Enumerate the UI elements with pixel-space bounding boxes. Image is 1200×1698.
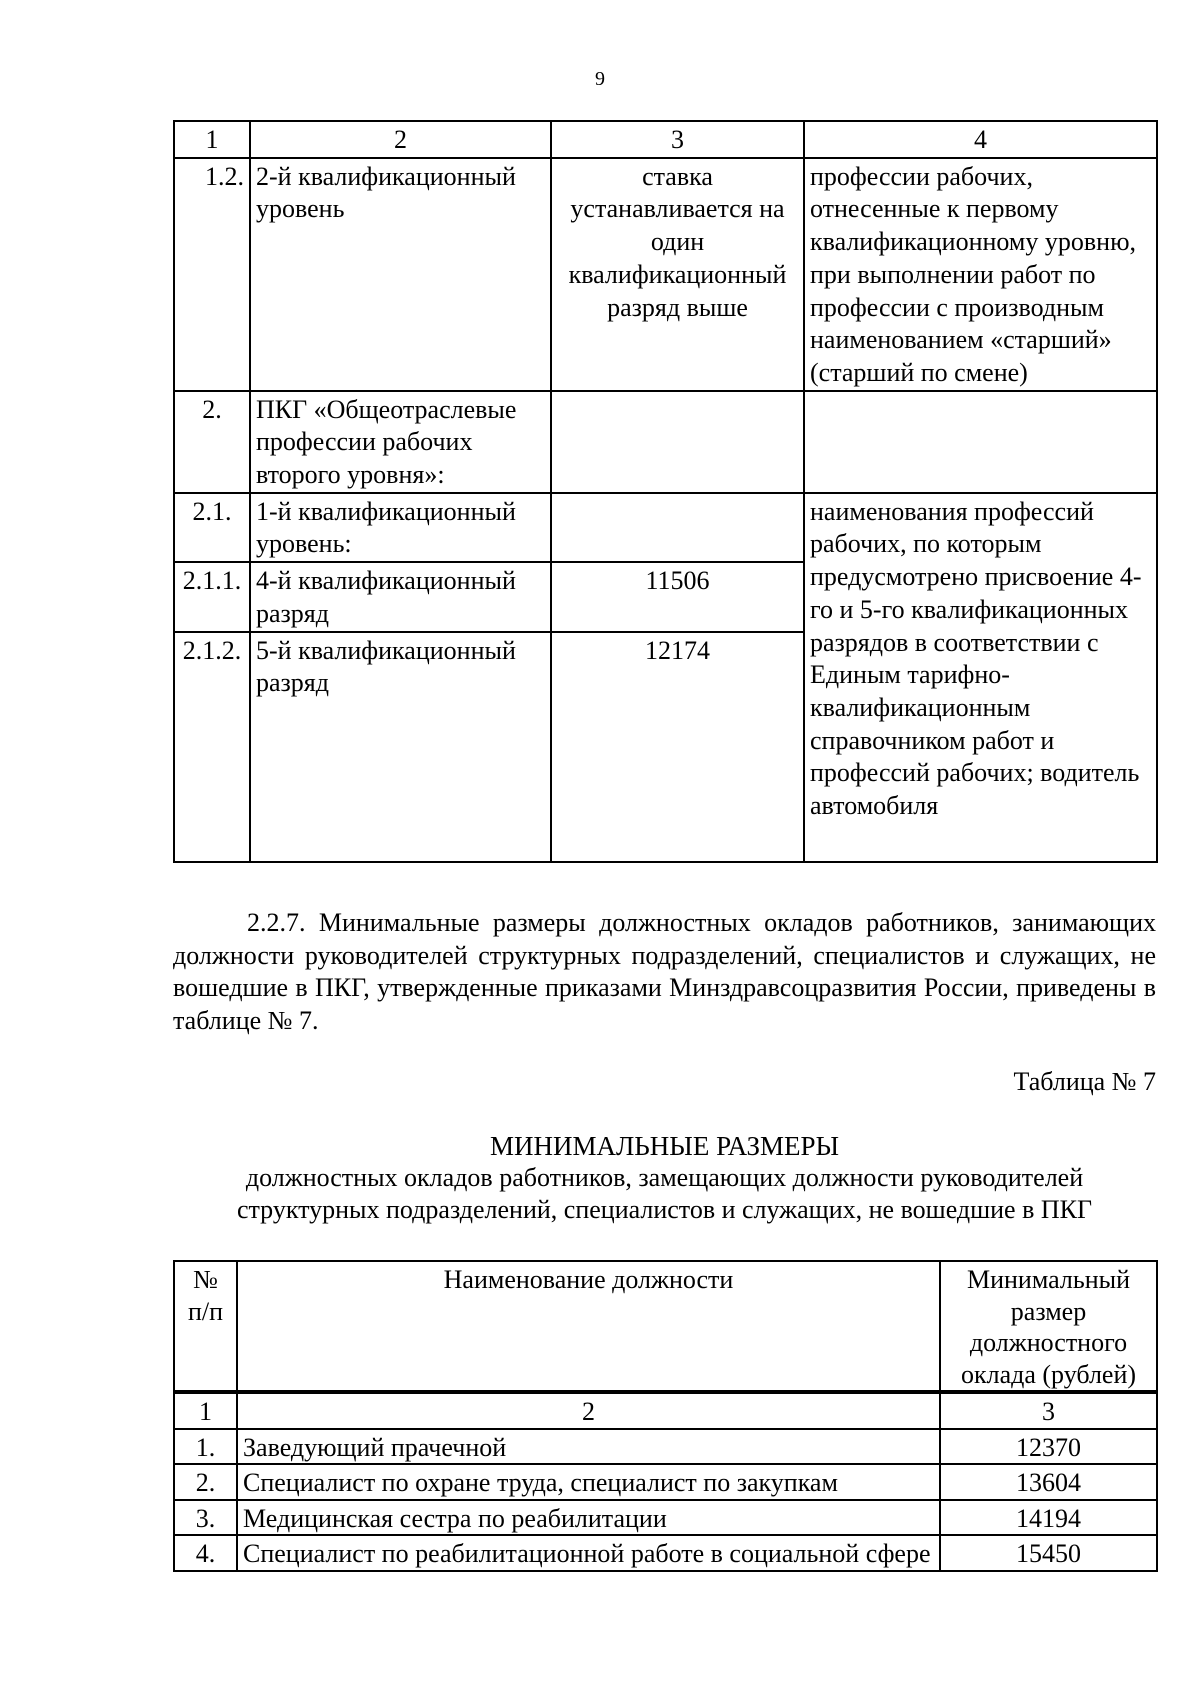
table-label: Таблица № 7: [1013, 1067, 1156, 1096]
column-number-cell: 3: [940, 1392, 1157, 1429]
position-name: Заведующий прачечной: [237, 1429, 940, 1465]
row-number: 3.: [174, 1500, 237, 1536]
qualification-grade: 5-й квалификационный разряд: [250, 632, 551, 862]
qualification-level: 2-й квалификационный уровень: [250, 158, 551, 391]
salary-value: 11506: [551, 562, 804, 631]
column-number-cell: 1: [174, 1392, 237, 1429]
salary-value: 15450: [940, 1535, 1157, 1571]
table-row: [174, 158, 1157, 391]
position-name: Специалист по охране труда, специалист по закупкам: [237, 1464, 940, 1500]
header-position-name: Наименование должности: [237, 1261, 940, 1392]
heading-subtitle: должностных окладов работников, замещающих должности руководителей структурных подразделений, специалистов и служащих, не вошедшие в ПКГ: [236, 1163, 1093, 1224]
salaries-table: [173, 1260, 1158, 1572]
table-row: [174, 1535, 1157, 1571]
table-row: [174, 1429, 1157, 1465]
column-numbers-row: [174, 1392, 1157, 1429]
row-number: 1.2.: [174, 158, 250, 391]
professions-description: профессии рабочих, отнесенные к первому квалификационному уровню, при выполнении работ по профессии с производным наименованием «старший» (старший по смене): [804, 158, 1157, 391]
professions-description: наименования профессий рабочих, по которым предусмотрено присвоение 4-го и 5-го квалификационных разрядов в соответствии с Единым тарифно-квалификационным справочником работ и профессий рабочих; водитель автомобиля: [804, 493, 1157, 862]
row-number: 2.1.: [174, 493, 250, 562]
empty-cell: [551, 391, 804, 493]
row-number: 1.: [174, 1429, 237, 1465]
column-number-cell: 3: [551, 121, 804, 158]
row-number: 2.: [174, 391, 250, 493]
row-number: 2.: [174, 1464, 237, 1500]
column-number-cell: 2: [237, 1392, 940, 1429]
qualification-group: ПКГ «Общеотраслевые профессии рабочих второго уровня»:: [250, 391, 551, 493]
table-header-row: [174, 1261, 1157, 1392]
column-number-cell: 2: [250, 121, 551, 158]
qualification-grade: 4-й квалификационный разряд: [250, 562, 551, 631]
table-row: [174, 391, 1157, 493]
qualification-level: 1-й квалификационный уровень:: [250, 493, 551, 562]
table-row: [174, 1500, 1157, 1536]
paragraph-text: 2.2.7. Минимальные размеры должностных окладов работников, занимающих должности руководителей структурных подразделений, специалистов и служащих, не вошедшие в ПКГ, утвержденные приказами Минздравсоцразвития России, приведены в таблице № 7.: [173, 908, 1156, 1035]
column-number-cell: 4: [804, 121, 1157, 158]
row-number: 2.1.2.: [174, 632, 250, 862]
salary-value: 14194: [940, 1500, 1157, 1536]
column-number-cell: 1: [174, 121, 250, 158]
page-number: 9: [595, 68, 605, 90]
table-header-row: [174, 121, 1157, 158]
header-number: № п/п: [174, 1261, 237, 1392]
professions-table: [173, 120, 1158, 863]
table-row: [174, 1464, 1157, 1500]
row-number: 4.: [174, 1535, 237, 1571]
salary-value: 12370: [940, 1429, 1157, 1465]
table-heading: [173, 1130, 1156, 1226]
position-name: Медицинская сестра по реабилитации: [237, 1500, 940, 1536]
body-paragraph: [173, 907, 1156, 1037]
salary-value: 13604: [940, 1464, 1157, 1500]
salary-rate: ставка устанавливается на один квалификационный разряд выше: [551, 158, 804, 391]
empty-cell: [804, 391, 1157, 493]
empty-cell: [551, 493, 804, 562]
heading-title: МИНИМАЛЬНЫЕ РАЗМЕРЫ: [489, 1131, 840, 1161]
salary-value: 12174: [551, 632, 804, 862]
position-name: Специалист по реабилитационной работе в социальной сфере: [237, 1535, 940, 1571]
header-salary: Минимальный размер должностного оклада (рублей): [940, 1261, 1157, 1392]
table-row: [174, 493, 1157, 562]
row-number: 2.1.1.: [174, 562, 250, 631]
